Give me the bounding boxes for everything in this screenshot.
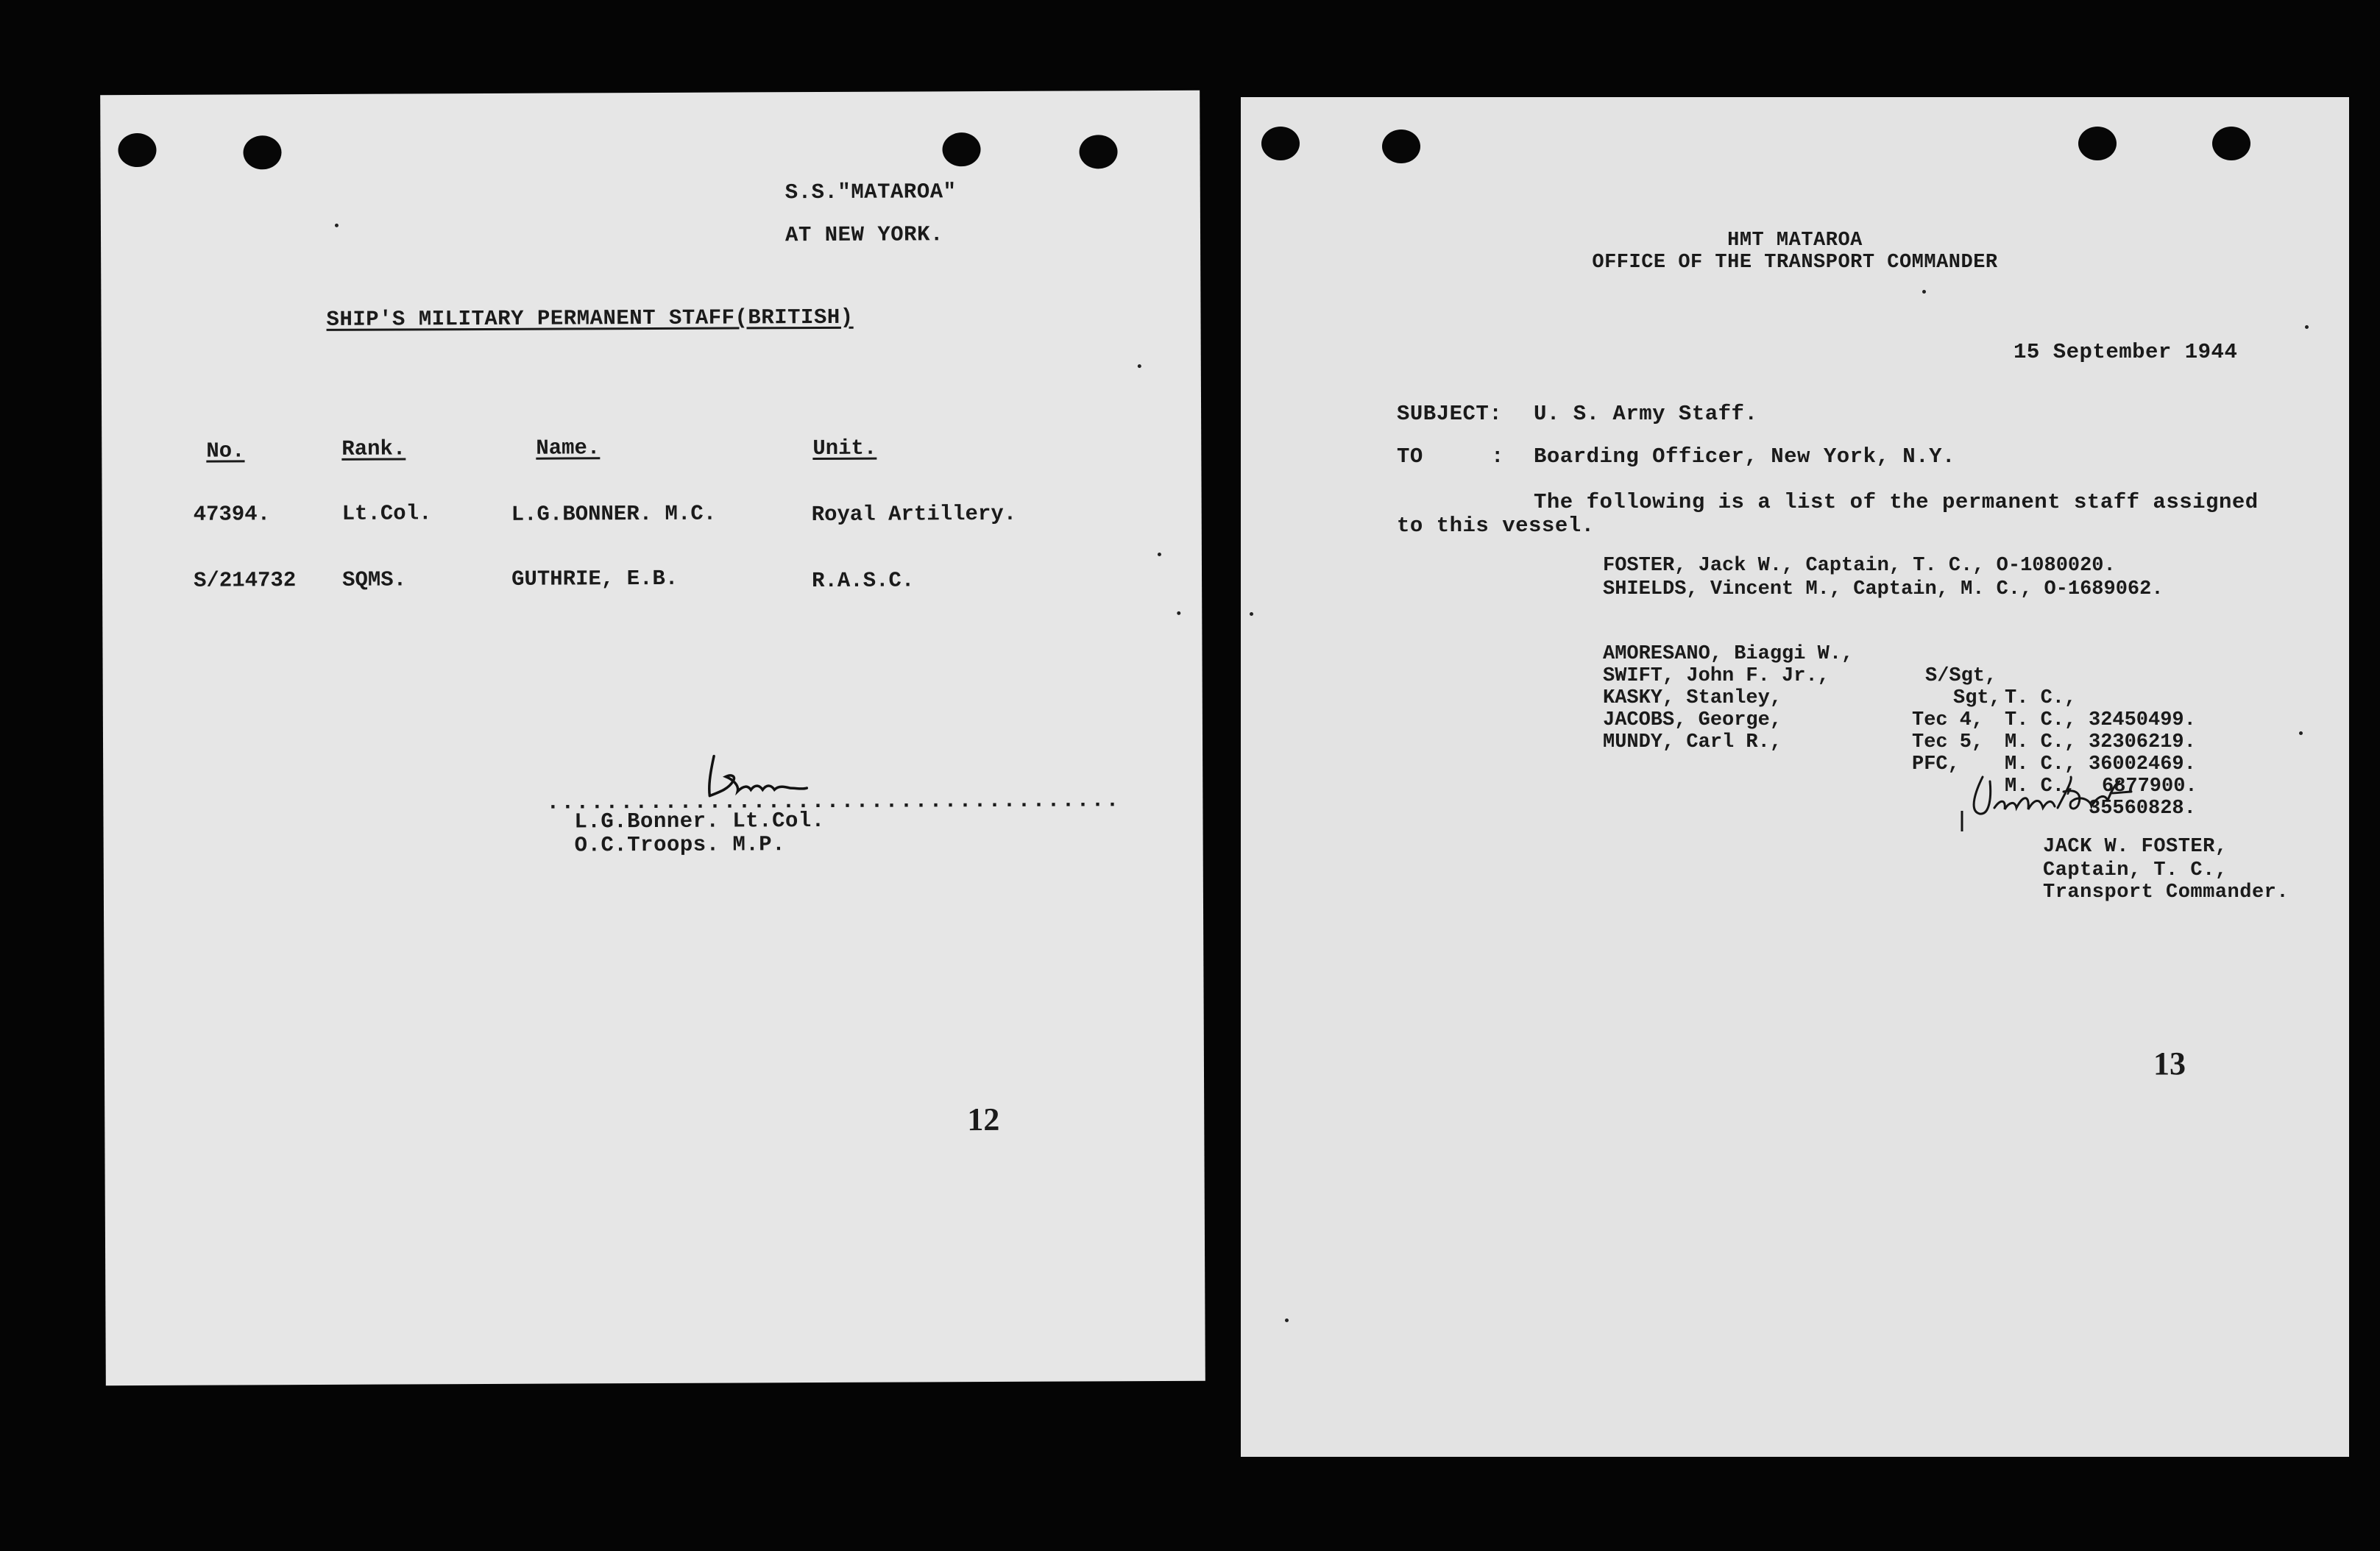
paper-speck [1285,1318,1289,1322]
ship-location: AT NEW YORK. [785,222,943,248]
staff-grade: Tec 5, [1912,731,1984,753]
to-separator: : [1491,444,1504,469]
paper-speck [1138,364,1141,368]
right-document-page [1241,97,2349,1457]
punch-hole [243,135,281,169]
staff-serial: 32450499. [2089,709,2196,731]
column-header-name: Name. [536,436,601,461]
to-value: Boarding Officer, New York, N.Y. [1534,444,1955,469]
enlisted-list [1603,621,2265,820]
staff-corps: T. C., [2005,709,2077,731]
signature-rank: Captain, T. C., [2043,859,2228,881]
punch-hole [118,133,156,167]
staff-name: JACOBS, George, [1603,709,1782,731]
officer-list [1603,555,2265,621]
table-cell-name: GUTHRIE, E.B. [511,566,679,592]
signature-line: ....................................... [546,788,1121,816]
punch-hole [2078,127,2117,160]
staff-grade: S/Sgt, [1925,665,1997,687]
list-item: FOSTER, Jack W., Captain, T. C., O-1080020. [1603,555,2116,577]
punch-hole [1382,129,1420,163]
ship-name: S.S."MATAROA" [785,180,957,205]
table-cell-unit: R.A.S.C. [811,568,915,594]
left-document-page [100,90,1205,1386]
punch-hole [1261,127,1300,160]
paper-speck [2299,731,2303,735]
paper-speck [1922,290,1926,294]
staff-corps: M. C., [2005,753,2077,776]
staff-grade: Tec 4, [1912,709,1984,731]
punch-hole [942,132,980,166]
paper-speck [2305,325,2309,329]
list-item: SHIELDS, Vincent M., Captain, M. C., O-1689062. [1603,578,2164,600]
staff-serial: 36002469. [2089,753,2196,776]
punch-hole [2212,127,2250,160]
to-label: TO [1397,444,1423,469]
body-text-line: to this vessel. [1397,514,1595,538]
staff-corps: M. C., [2005,776,2077,798]
column-header-no: No. [206,439,245,464]
staff-grade: Sgt, [1953,687,2001,709]
staff-name: KASKY, Stanley, [1603,687,1782,709]
letterhead-title: HMT MATAROA [1727,230,1863,252]
staff-serial: 32306219. [2089,731,2196,753]
table-cell-no: 47394. [193,502,271,527]
letter-date: 15 September 1944 [2014,340,2238,364]
table-cell-rank: SQMS. [341,567,407,592]
signature-name: JACK W. FOSTER, [2043,836,2228,858]
staff-name: MUNDY, Carl R., [1603,731,1782,753]
staff-corps: M. C., [2005,731,2077,753]
staff-serial: 35560828. [2089,798,2196,820]
paper-speck [1177,611,1180,615]
table-cell-unit: Royal Artillery. [811,501,1017,528]
signature-name: L.G.Bonner. Lt.Col. [574,808,825,834]
paper-speck [1158,553,1161,556]
staff-serial: 6877900. [2102,776,2197,798]
punch-hole [1079,135,1117,168]
subject-value: U. S. Army Staff. [1534,402,1758,426]
staff-heading: SHIP'S MILITARY PERMANENT STAFF(BRITISH) [326,305,854,332]
paper-speck [335,224,339,227]
staff-grade: PFC, [1912,753,1960,776]
table-cell-rank: Lt.Col. [341,501,432,526]
table-cell-name: L.G.BONNER. M.C. [511,501,717,527]
page-number: 13 [2153,1046,2186,1082]
staff-name: SWIFT, John F. Jr., [1603,665,1830,687]
page-number: 12 [967,1101,1000,1138]
paper-speck [1250,612,1253,616]
subject-label: SUBJECT: [1397,402,1503,426]
letterhead-office: OFFICE OF THE TRANSPORT COMMANDER [1592,252,1998,274]
table-cell-no: S/214732 [193,568,297,593]
handwritten-signature [1961,767,2137,833]
column-header-unit: Unit. [812,436,877,461]
signature-title: O.C.Troops. M.P. [574,832,786,858]
signature-title: Transport Commander. [2043,881,2289,904]
column-header-rank: Rank. [341,436,406,461]
staff-name: AMORESANO, Biaggi W., [1603,643,1854,665]
body-text-line: The following is a list of the permanent staff assigned [1534,490,2259,514]
staff-corps: T. C., [2005,687,2077,709]
